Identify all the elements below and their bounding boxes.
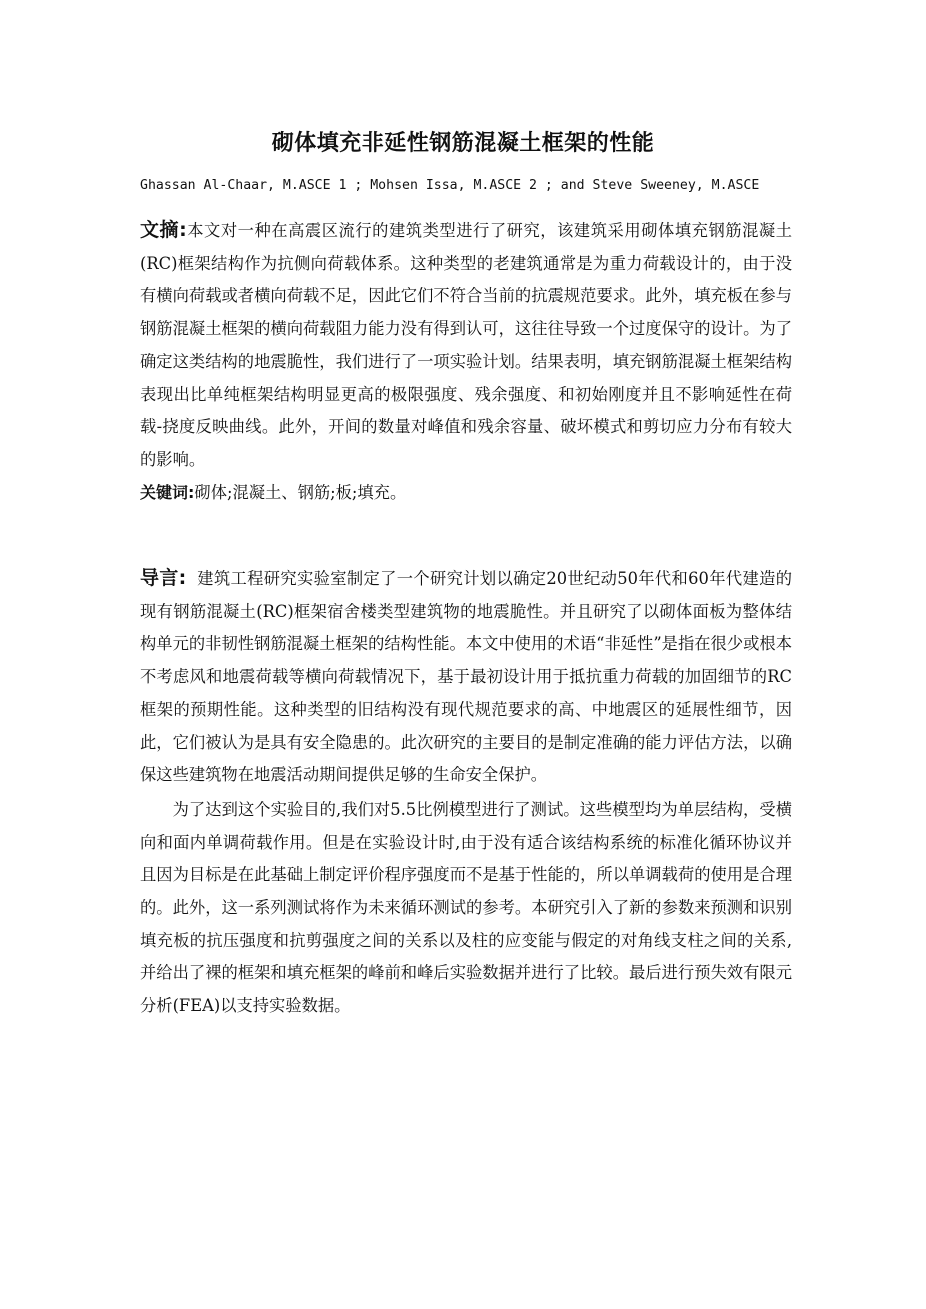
abstract-section	[140, 214, 792, 509]
abstract-text: 本文对一种在高震区流行的建筑类型进行了研究，该建筑采用砌体填充钢筋混凝土(RC)框架结构作为抗侧向荷载体系。这种类型的老建筑通常是为重力荷载设计的，由于没有横向荷载或者横向荷载不足，因此它们不符合当前的抗震规范要求。此外，填充板在参与钢筋混凝土框架的横向荷载阻力能力没有得到认可，这往往导致一个过度保守的设计。为了确定这类结构的地震脆性，我们进行了一项实验计划。结果表明，填充钢筋混凝土框架结构表现出比单纯框架结构明显更高的极限强度、残余强度、和初始刚度并且不影响延性在荷载-挠度反映曲线。此外，开间的数量对峰值和残余容量、破坏模式和剪切应力分布有较大的影响。	[140, 221, 792, 469]
author-list: Ghassan Al-Chaar, M.ASCE 1 ; Mohsen Issa, M.ASCE 2 ; and Steve Sweeney, M.ASCE	[140, 178, 760, 193]
intro-paragraph-2: 为了达到这个实验目的,我们对5.5比例模型进行了测试。这些模型均为单层结构，受横向和面内单调荷载作用。但是在实验设计时,由于没有适合该结构系统的标准化循环协议并且因为目标是在此基础上制定评价程序强度而不是基于性能的，所以单调载荷的使用是合理的。此外，这一系列测试将作为未来循环测试的参考。本研究引入了新的参数来预测和识别填充板的抗压强度和抗剪强度之间的关系以及柱的应变能与假定的对角线支柱之间的关系,并给出了裸的框架和填充框架的峰前和峰后实验数据并进行了比较。最后进行预失效有限元分析(FEA)以支持实验数据。	[140, 799, 792, 1016]
keywords-text: 砌体;混凝土、钢筋;板;填充。	[194, 482, 407, 502]
paper-title: 砌体填充非延性钢筋混凝土框架的性能	[271, 131, 655, 156]
intro-label: 导言:	[140, 567, 187, 589]
introduction-section	[140, 562, 792, 1023]
keywords-label: 关键词:	[140, 482, 195, 502]
intro-paragraph-1-text: 建筑工程研究实验室制定了一个研究计划以确定20世纪动50年代和60年代建造的现有钢筋混凝土(RC)框架宿舍楼类型建筑物的地震脆性。并且研究了以砌体面板为整体结构单元的非韧性钢筋混凝土框架的结构性能。本文中使用的术语“非延性”是指在很少或根本不考虑风和地震荷载等横向荷载情况下，基于最初设计用于抵抗重力荷载的加固细节的RC框架的预期性能。这种类型的旧结构没有现代规范要求的高、中地震区的延展性细节，因此，它们被认为是具有安全隐患的。此次研究的主要目的是制定准确的能力评估方法，以确保这些建筑物在地震活动期间提供足够的生命安全保护。	[140, 569, 792, 785]
intro-paragraph-1	[140, 562, 792, 792]
abstract-paragraph	[140, 214, 792, 477]
abstract-label: 文摘:	[140, 219, 187, 241]
keywords-line	[140, 477, 792, 510]
